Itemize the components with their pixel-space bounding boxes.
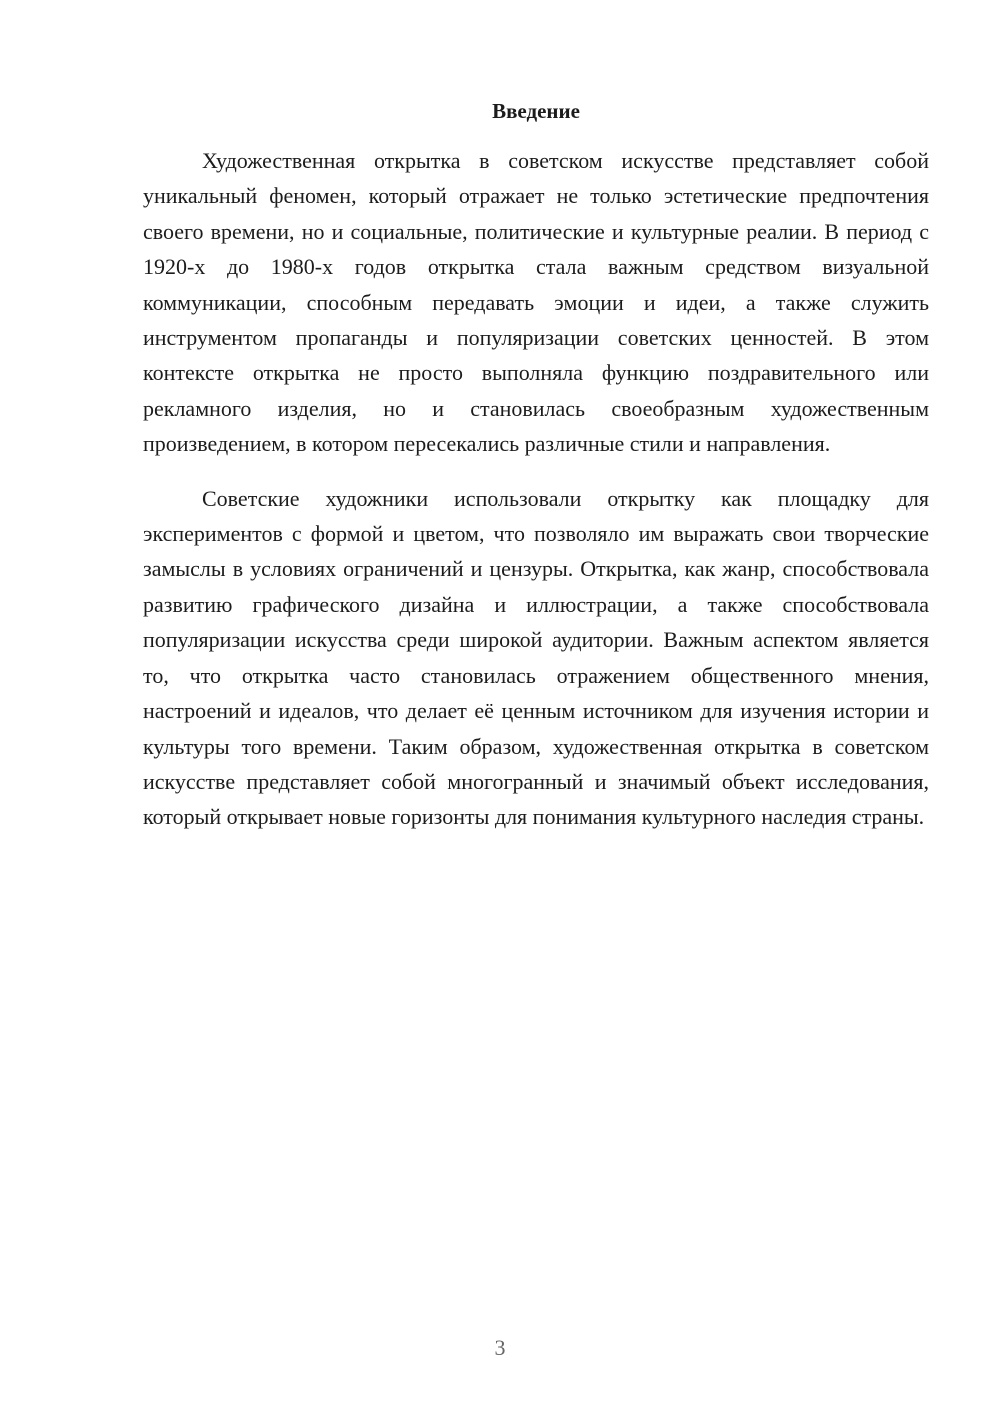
section-title: Введение (492, 99, 580, 123)
paragraph: Художественная открытка в советском искусстве представляет собой уникальный феномен, который отражает не только эстетические предпочтения своего времени, но и социальные, политические и культурные реалии. В период с 1920-х до 1980-х годов открытка стала важным средством визуальной коммуникации, способным передавать эмоции и идеи, а также служить инструментом пропаганды и популяризации советских ценностей. В этом контексте открытка не просто выполняла функцию поздравительного или рекламного изделия, но и становилась своеобразным художественным произведением, в котором пересекались различные стили и направления. (143, 148, 929, 457)
body-text (143, 143, 929, 835)
page-number: 3 (494, 1335, 506, 1360)
paragraph: Советские художники использовали открытку как площадку для экспериментов с формой и цветом, что позволяло им выражать свои творческие замыслы в условиях ограничений и цензуры. Открытка, как жанр, способствовала развитию графического дизайна и иллюстрации, а также способствовала популяризации искусства среди широкой аудитории. Важным аспектом является то, что открытка часто становилась отражением общественного мнения, настроений и идеалов, что делает её ценным источником для изучения истории и культуры того времени. Таким образом, художественная открытка в советском искусстве представляет собой многогранный и значимый объект исследования, который открывает новые горизонты для понимания культурного наследия страны. (143, 485, 929, 830)
